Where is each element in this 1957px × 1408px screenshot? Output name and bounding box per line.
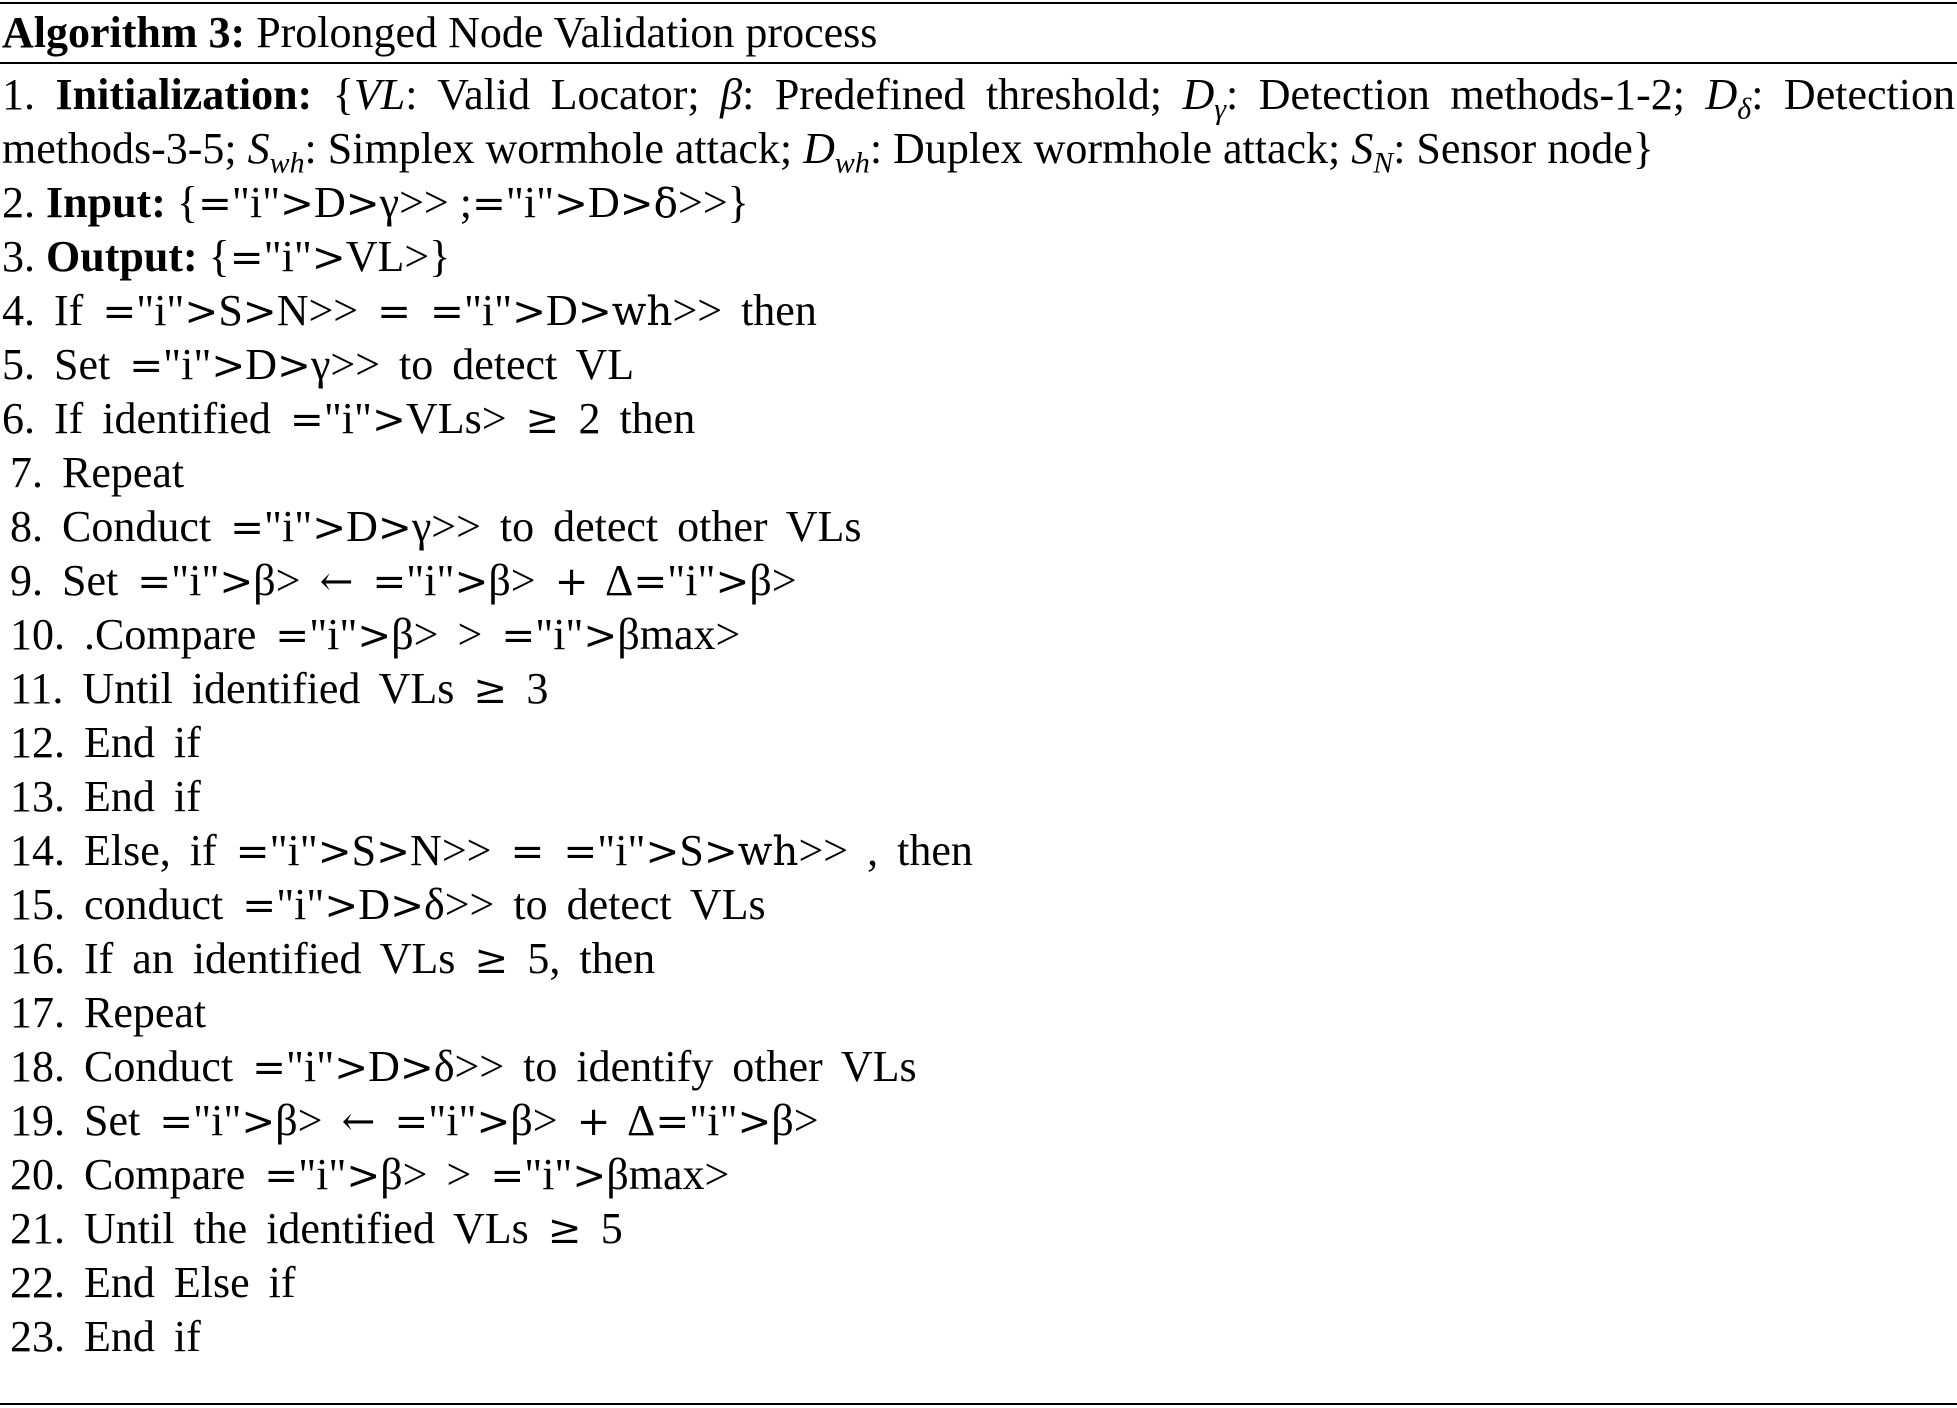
top-rule xyxy=(0,2,1957,4)
step-text: End if xyxy=(84,772,201,821)
step-number: 22. xyxy=(10,1258,65,1307)
algorithm-step: 10. .Compare ="i">β> > ="i">βmax> xyxy=(10,610,741,659)
step-text: Conduct ="i">D> xyxy=(62,502,412,551)
step-number: 11. xyxy=(10,664,64,713)
algorithm-step: 4. If ="i">S>N>> = ="i">D>wh>> then xyxy=(2,286,817,335)
step-number: 7. xyxy=(10,448,43,497)
step-text: conduct ="i">D> xyxy=(84,880,424,929)
step-text: If identified ="i">VLs> xyxy=(54,394,507,443)
step-number: 4. xyxy=(2,286,35,335)
algorithm-step: 5. Set ="i">D>γ>> to detect VL xyxy=(2,340,635,389)
step-text: Else, if ="i">S> xyxy=(84,826,411,875)
init-item: $S_{wh}$: Simplex wormhole attack xyxy=(247,124,780,180)
step-number: 21. xyxy=(10,1204,65,1253)
init-number: 1. xyxy=(2,70,35,119)
algorithm-step: 19. Set ="i">β> ← ="i">β> + Δ="i">β> xyxy=(10,1096,819,1145)
step-text: Set ="i">D> xyxy=(54,340,311,389)
step-number: 19. xyxy=(10,1096,65,1145)
step-list xyxy=(2,284,1955,1364)
caption-rule xyxy=(0,62,1957,64)
step-text: Until the identified VLs ≥ 5 xyxy=(84,1204,623,1253)
step-number: 20. xyxy=(10,1150,65,1199)
init-item: $D_\gamma$: Detection methods-1-2 xyxy=(1182,70,1673,126)
algorithm-step xyxy=(2,932,1955,986)
step-number: 8. xyxy=(10,502,43,551)
step-initialization: 1. Initialization: {VL: Valid Locator; β: Predefined threshold; $D_\gamma$: Detection methods-1-2; $D_\delta$: Detection methods-3-5; $S_{wh}$: Simplex wormhole attack; $D_{wh}$: Duplex wormhole attack; $S_N$: Sensor node} xyxy=(2,70,1955,180)
step-number: 17. xyxy=(10,988,65,1037)
algorithm-step xyxy=(2,1256,1955,1310)
input-number: 2. xyxy=(2,178,35,227)
step-number: 12. xyxy=(10,718,65,767)
init-label: Initialization: xyxy=(55,70,313,119)
algorithm-step: 14. Else, if ="i">S>N>> = ="i">S>wh>> , then xyxy=(10,826,973,875)
init-item: $D_\delta$: Detection methods-3-5 xyxy=(2,70,1955,173)
step-text: End if xyxy=(84,1312,201,1361)
step-text: Conduct ="i">D> xyxy=(84,1042,434,1091)
step-number: 9. xyxy=(10,556,43,605)
caption-title: Prolonged Node Validation process xyxy=(256,8,878,57)
step-number: 10. xyxy=(10,610,65,659)
step-number: 16. xyxy=(10,934,65,983)
step-text: .Compare ="i">β> xyxy=(84,610,439,659)
step-output: 3. Output: {="i">VL>} xyxy=(2,232,451,281)
step-input: 2. Input: {="i">D>γ>> ;="i">D>δ>>} xyxy=(2,178,749,227)
init-item: $S_N$: Sensor node xyxy=(1351,124,1633,180)
init-item: VL: Valid Locator xyxy=(353,70,688,119)
step-number: 13. xyxy=(10,772,65,821)
step-text: End Else if xyxy=(84,1258,296,1307)
algorithm-step: 9. Set ="i">β> ← ="i">β> + Δ="i">β> xyxy=(10,556,797,605)
algorithm-step xyxy=(2,1310,1955,1364)
step-number: 6. xyxy=(2,394,35,443)
algorithm-step: 18. Conduct ="i">D>δ>> to identify other VLs xyxy=(10,1042,917,1091)
algorithm-caption xyxy=(2,6,877,60)
algorithm-step xyxy=(2,446,1955,500)
output-number: 3. xyxy=(2,232,35,281)
bottom-rule xyxy=(0,1403,1957,1405)
algorithm-step xyxy=(2,1202,1955,1256)
algorithm-step xyxy=(2,716,1955,770)
step-number: 5. xyxy=(2,340,35,389)
step-text: End if xyxy=(84,718,201,767)
algorithm-step xyxy=(2,662,1955,716)
output-value: {="i">VL> xyxy=(208,232,430,281)
output-label: Output: xyxy=(46,232,198,281)
algorithm-step: 15. conduct ="i">D>δ>> to detect VLs xyxy=(10,880,766,929)
algorithm-step: 8. Conduct ="i">D>γ>> to detect other VLs xyxy=(10,502,862,551)
step-number: 15. xyxy=(10,880,65,929)
step-text: If an identified VLs ≥ 5, then xyxy=(84,934,656,983)
caption-label: Algorithm 3: xyxy=(2,8,246,57)
input-label: Input: xyxy=(46,178,166,227)
input-value: {="i">D> xyxy=(176,178,380,227)
step-text: Until identified VLs ≥ 3 xyxy=(82,664,549,713)
init-item: $D_{wh}$: Duplex wormhole attack xyxy=(803,124,1329,180)
step-number: 23. xyxy=(10,1312,65,1361)
step-text: If ="i">S> xyxy=(54,286,277,335)
step-number: 14. xyxy=(10,826,65,875)
step-text: Set ="i">β> xyxy=(84,1096,323,1145)
step-number: 18. xyxy=(10,1042,65,1091)
init-item: β: Predefined threshold xyxy=(720,70,1150,119)
algorithm-step xyxy=(2,986,1955,1040)
step-text: Repeat xyxy=(62,448,185,497)
algorithm-body xyxy=(2,68,1955,1364)
algorithm-step: 6. If identified ="i">VLs> ≥ 2 then xyxy=(2,394,696,443)
step-text: Set ="i">β> xyxy=(62,556,301,605)
algorithm-step xyxy=(2,770,1955,824)
step-text: Compare ="i">β> xyxy=(84,1150,428,1199)
algorithm-step: 20. Compare ="i">β> > ="i">βmax> xyxy=(10,1150,730,1199)
step-text: Repeat xyxy=(84,988,207,1037)
